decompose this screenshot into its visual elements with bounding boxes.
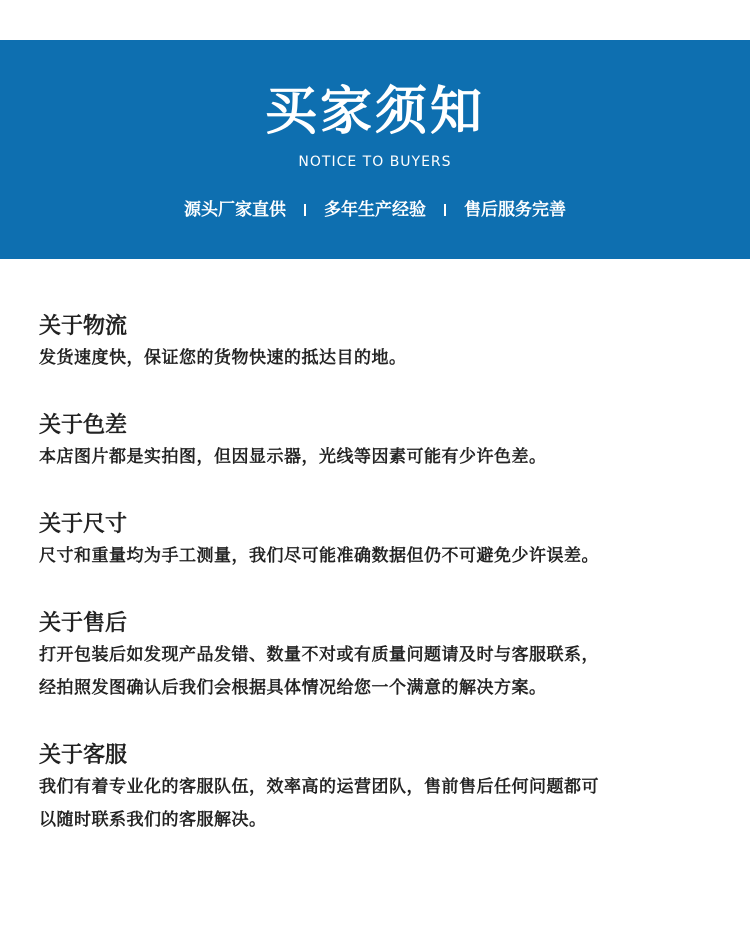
section-title: 关于物流	[39, 314, 128, 339]
feature-list	[0, 197, 750, 223]
section-text-line: 发货速度快，保证您的货物快速的抵达目的地。	[39, 348, 407, 368]
section-title: 关于尺寸	[39, 512, 128, 537]
section-text-line: 本店图片都是实拍图，但因显示器，光线等因素可能有少许色差。	[39, 447, 547, 467]
section-logistics	[39, 312, 729, 375]
section-title: 关于售后	[39, 611, 128, 636]
section-text-line: 我们有着专业化的客服队伍，效率高的运营团队，售前售后任何问题都可	[39, 777, 599, 797]
feature-item: 售后服务完善	[464, 200, 566, 220]
page-subtitle: NOTICE TO BUYERS	[298, 154, 452, 170]
section-text-line: 打开包装后如发现产品发错、数量不对或有质量问题请及时与客服联系，	[39, 645, 599, 665]
section-size	[39, 510, 729, 573]
section-text-line: 尺寸和重量均为手工测量，我们尽可能准确数据但仍不可避免少许误差。	[39, 546, 599, 566]
header-banner	[0, 40, 750, 259]
section-customer-service	[39, 741, 729, 837]
page-title: 买家须知	[264, 82, 485, 142]
section-text-line: 以随时联系我们的客服解决。	[39, 810, 267, 830]
feature-item: 多年生产经验	[324, 200, 426, 220]
section-text-line: 经拍照发图确认后我们会根据具体情况给您一个满意的解决方案。	[39, 678, 547, 698]
feature-item: 源头厂家直供	[184, 200, 286, 220]
section-after-sales	[39, 609, 729, 705]
section-color-difference	[39, 411, 729, 474]
feature-divider	[444, 204, 446, 216]
section-title: 关于客服	[39, 743, 128, 768]
feature-divider	[304, 204, 306, 216]
section-title: 关于色差	[39, 413, 128, 438]
